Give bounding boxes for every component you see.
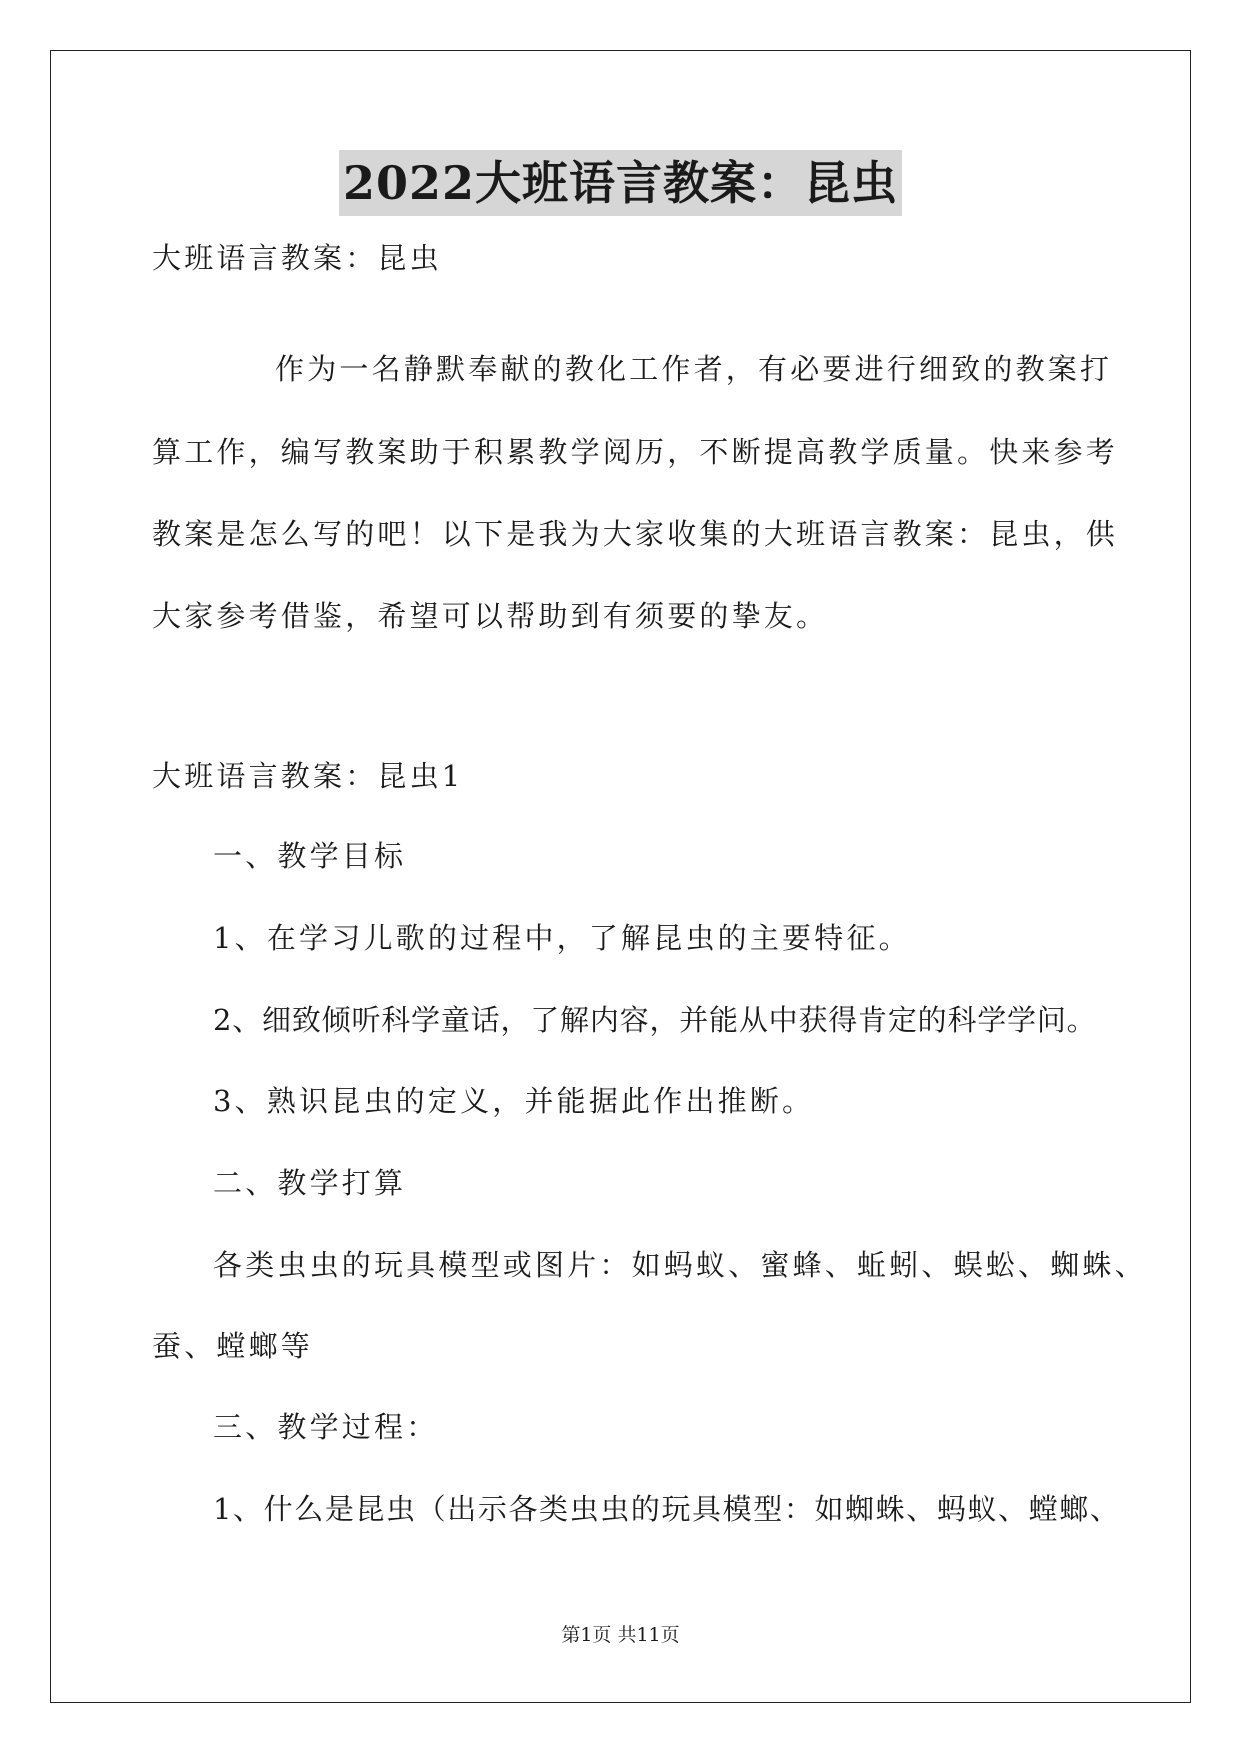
body-heading: 三、教学过程： (213, 1410, 439, 1444)
body-heading: 二、教学打算 (213, 1166, 407, 1200)
body-line: 1、什么是昆虫（出示各类虫虫的玩具模型：如蜘蛛、蚂蚁、螳螂、 (213, 1492, 1121, 1526)
intro-line: 大家参考借鉴，希望可以帮助到有须要的挚友。 (152, 599, 829, 633)
body-heading: 一、教学目标 (213, 839, 407, 873)
section-heading: 大班语言教案：昆虫1 (152, 759, 464, 793)
body-line: 蚕、螳螂等 (152, 1329, 314, 1363)
body-line: 各类虫虫的玩具模型或图片：如蚂蚁、蜜蜂、蚯蚓、蜈蚣、蜘蛛、 (213, 1248, 1147, 1282)
body-line: 1、在学习儿歌的过程中，了解昆虫的主要特征。 (213, 921, 911, 955)
body-line: 2、细致倾听科学童话，了解内容，并能从中获得肯定的科学学问。 (213, 1003, 1097, 1037)
intro-line: 作为一名静默奉献的教化工作者，有必要进行细致的教案打 (275, 352, 1113, 386)
page-border (50, 50, 1191, 1703)
document-title: 2022大班语言教案：昆虫 (339, 150, 902, 216)
title-container (0, 150, 1241, 216)
document-subtitle: 大班语言教案：昆虫 (152, 241, 442, 275)
intro-line: 算工作，编写教案助于积累教学阅历，不断提高教学质量。快来参考 (152, 435, 1119, 469)
page-footer: 第1页 共11页 (561, 1624, 680, 1646)
intro-line: 教案是怎么写的吧！以下是我为大家收集的大班语言教案：昆虫，供 (152, 517, 1119, 551)
body-line: 3、熟识昆虫的定义，并能据此作出推断。 (213, 1084, 815, 1118)
